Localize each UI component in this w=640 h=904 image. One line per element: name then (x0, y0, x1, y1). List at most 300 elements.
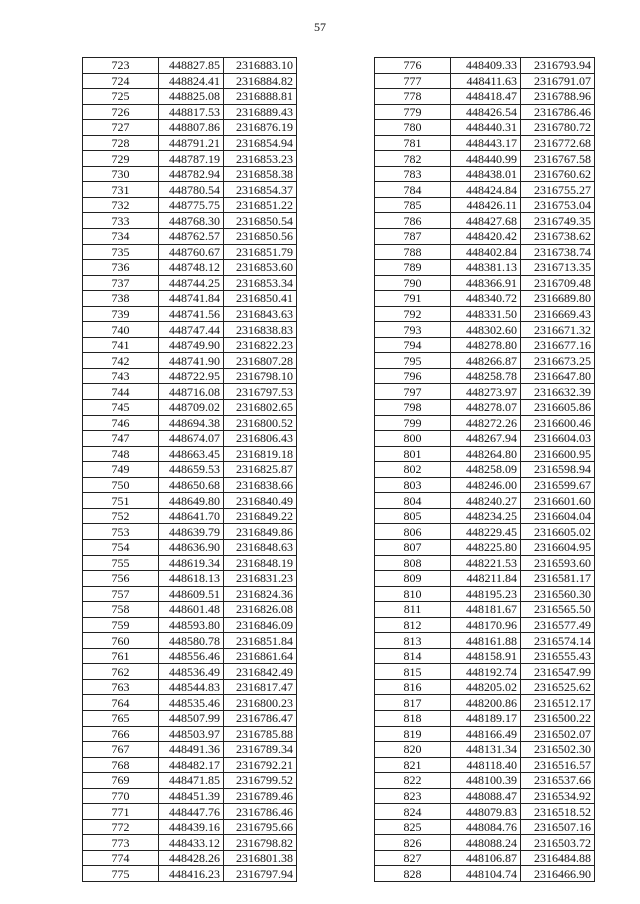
point-number-cell: 795 (375, 353, 451, 369)
table-row (375, 368, 595, 384)
y-coordinate-cell: 2316600.95 (521, 446, 595, 462)
table-row (375, 229, 595, 245)
point-number-cell: 757 (83, 586, 159, 602)
table-row (83, 555, 297, 571)
table-row (375, 804, 595, 820)
y-coordinate-cell: 2316738.74 (521, 244, 595, 260)
x-coordinate-cell: 448278.80 (451, 337, 521, 353)
x-coordinate-cell: 448749.90 (159, 337, 224, 353)
point-number-cell: 738 (83, 291, 159, 307)
point-number-cell: 773 (83, 835, 159, 851)
x-coordinate-cell: 448438.01 (451, 166, 521, 182)
point-number-cell: 804 (375, 493, 451, 509)
y-coordinate-cell: 2316760.62 (521, 166, 595, 182)
x-coordinate-cell: 448609.51 (159, 586, 224, 602)
x-coordinate-cell: 448580.78 (159, 633, 224, 649)
y-coordinate-cell: 2316671.32 (521, 322, 595, 338)
x-coordinate-cell: 448649.80 (159, 493, 224, 509)
x-coordinate-cell: 448433.12 (159, 835, 224, 851)
x-coordinate-cell: 448416.23 (159, 866, 224, 882)
x-coordinate-cell: 448264.80 (451, 446, 521, 462)
table-row (83, 446, 297, 462)
x-coordinate-cell: 448278.07 (451, 400, 521, 416)
y-coordinate-cell: 2316749.35 (521, 213, 595, 229)
table-row (375, 819, 595, 835)
x-coordinate-cell: 448619.34 (159, 555, 224, 571)
point-number-cell: 807 (375, 539, 451, 555)
point-number-cell: 766 (83, 726, 159, 742)
point-number-cell: 793 (375, 322, 451, 338)
y-coordinate-cell: 2316840.49 (224, 493, 297, 509)
y-coordinate-cell: 2316842.49 (224, 664, 297, 680)
x-coordinate-cell: 448694.38 (159, 415, 224, 431)
y-coordinate-cell: 2316822.23 (224, 337, 297, 353)
point-number-cell: 771 (83, 804, 159, 820)
x-coordinate-cell: 448170.96 (451, 617, 521, 633)
table-row (83, 415, 297, 431)
table-row (375, 773, 595, 789)
y-coordinate-cell: 2316843.63 (224, 306, 297, 322)
x-coordinate-cell: 448195.23 (451, 586, 521, 602)
point-number-cell: 727 (83, 120, 159, 136)
table-row (83, 197, 297, 213)
y-coordinate-cell: 2316854.94 (224, 135, 297, 151)
x-coordinate-cell: 448158.91 (451, 648, 521, 664)
x-coordinate-cell: 448827.85 (159, 58, 224, 74)
y-coordinate-cell: 2316601.60 (521, 493, 595, 509)
point-number-cell: 823 (375, 788, 451, 804)
y-coordinate-cell: 2316753.04 (521, 197, 595, 213)
point-number-cell: 742 (83, 353, 159, 369)
table-row (83, 788, 297, 804)
y-coordinate-cell: 2316518.52 (521, 804, 595, 820)
table-row (83, 322, 297, 338)
y-coordinate-cell: 2316851.22 (224, 197, 297, 213)
y-coordinate-cell: 2316795.66 (224, 819, 297, 835)
table-row (375, 58, 595, 74)
point-number-cell: 810 (375, 586, 451, 602)
x-coordinate-cell: 448663.45 (159, 446, 224, 462)
point-number-cell: 820 (375, 742, 451, 758)
x-coordinate-cell: 448272.26 (451, 415, 521, 431)
y-coordinate-cell: 2316851.84 (224, 633, 297, 649)
point-number-cell: 751 (83, 493, 159, 509)
x-coordinate-cell: 448418.47 (451, 89, 521, 105)
table-row (375, 213, 595, 229)
point-number-cell: 790 (375, 275, 451, 291)
table-row (375, 835, 595, 851)
x-coordinate-cell: 448331.50 (451, 306, 521, 322)
table-row (375, 508, 595, 524)
point-number-cell: 781 (375, 135, 451, 151)
x-coordinate-cell: 448491.36 (159, 742, 224, 758)
x-coordinate-cell: 448782.94 (159, 166, 224, 182)
point-number-cell: 731 (83, 182, 159, 198)
table-row (375, 695, 595, 711)
table-row (375, 602, 595, 618)
point-number-cell: 764 (83, 695, 159, 711)
table-row (83, 742, 297, 758)
x-coordinate-cell: 448205.02 (451, 679, 521, 695)
y-coordinate-cell: 2316858.38 (224, 166, 297, 182)
table-row (83, 726, 297, 742)
point-number-cell: 724 (83, 73, 159, 89)
x-coordinate-cell: 448420.42 (451, 229, 521, 245)
y-coordinate-cell: 2316789.34 (224, 742, 297, 758)
x-coordinate-cell: 448106.87 (451, 850, 521, 866)
x-coordinate-cell: 448780.54 (159, 182, 224, 198)
point-number-cell: 814 (375, 648, 451, 664)
point-number-cell: 828 (375, 866, 451, 882)
x-coordinate-cell: 448131.34 (451, 742, 521, 758)
table-row (375, 260, 595, 276)
table-row (375, 104, 595, 120)
point-number-cell: 824 (375, 804, 451, 820)
point-number-cell: 819 (375, 726, 451, 742)
table-row (83, 353, 297, 369)
x-coordinate-cell: 448741.56 (159, 306, 224, 322)
x-coordinate-cell: 448503.97 (159, 726, 224, 742)
table-row (83, 664, 297, 680)
table-row (83, 866, 297, 882)
table-row (83, 291, 297, 307)
point-number-cell: 787 (375, 229, 451, 245)
point-number-cell: 797 (375, 384, 451, 400)
x-coordinate-cell: 448161.88 (451, 633, 521, 649)
point-number-cell: 769 (83, 773, 159, 789)
y-coordinate-cell: 2316799.52 (224, 773, 297, 789)
table-row (375, 664, 595, 680)
x-coordinate-cell: 448200.86 (451, 695, 521, 711)
table-row (375, 648, 595, 664)
y-coordinate-cell: 2316825.87 (224, 462, 297, 478)
x-coordinate-cell: 448258.09 (451, 462, 521, 478)
table-row (375, 679, 595, 695)
x-coordinate-cell: 448104.74 (451, 866, 521, 882)
point-number-cell: 776 (375, 58, 451, 74)
x-coordinate-cell: 448741.84 (159, 291, 224, 307)
y-coordinate-cell: 2316861.64 (224, 648, 297, 664)
point-number-cell: 798 (375, 400, 451, 416)
y-coordinate-cell: 2316883.10 (224, 58, 297, 74)
table-row (375, 571, 595, 587)
point-number-cell: 816 (375, 679, 451, 695)
point-number-cell: 825 (375, 819, 451, 835)
x-coordinate-cell: 448189.17 (451, 710, 521, 726)
x-coordinate-cell: 448507.99 (159, 710, 224, 726)
y-coordinate-cell: 2316673.25 (521, 353, 595, 369)
x-coordinate-cell: 448760.67 (159, 244, 224, 260)
table-row (83, 384, 297, 400)
point-number-cell: 752 (83, 508, 159, 524)
table-row (375, 89, 595, 105)
table-row (375, 726, 595, 742)
x-coordinate-cell: 448716.08 (159, 384, 224, 400)
y-coordinate-cell: 2316525.62 (521, 679, 595, 695)
table-row (375, 306, 595, 322)
x-coordinate-cell: 448302.60 (451, 322, 521, 338)
table-row (375, 275, 595, 291)
x-coordinate-cell: 448088.47 (451, 788, 521, 804)
table-row (375, 135, 595, 151)
point-number-cell: 753 (83, 524, 159, 540)
y-coordinate-cell: 2316853.34 (224, 275, 297, 291)
table-row (375, 742, 595, 758)
y-coordinate-cell: 2316853.60 (224, 260, 297, 276)
y-coordinate-cell: 2316767.58 (521, 151, 595, 167)
y-coordinate-cell: 2316713.35 (521, 260, 595, 276)
point-number-cell: 789 (375, 260, 451, 276)
point-number-cell: 741 (83, 337, 159, 353)
x-coordinate-cell: 448636.90 (159, 539, 224, 555)
point-number-cell: 737 (83, 275, 159, 291)
table-row (375, 539, 595, 555)
x-coordinate-cell: 448762.57 (159, 229, 224, 245)
point-number-cell: 746 (83, 415, 159, 431)
table-row (83, 368, 297, 384)
table-row (83, 120, 297, 136)
table-row (375, 197, 595, 213)
y-coordinate-cell: 2316817.47 (224, 679, 297, 695)
y-coordinate-cell: 2316466.90 (521, 866, 595, 882)
point-number-cell: 729 (83, 151, 159, 167)
y-coordinate-cell: 2316850.56 (224, 229, 297, 245)
y-coordinate-cell: 2316888.81 (224, 89, 297, 105)
x-coordinate-cell: 448402.84 (451, 244, 521, 260)
y-coordinate-cell: 2316785.88 (224, 726, 297, 742)
x-coordinate-cell: 448618.13 (159, 571, 224, 587)
table-row (375, 788, 595, 804)
table-row (375, 182, 595, 198)
point-number-cell: 767 (83, 742, 159, 758)
y-coordinate-cell: 2316851.79 (224, 244, 297, 260)
y-coordinate-cell: 2316786.46 (521, 104, 595, 120)
table-row (375, 353, 595, 369)
y-coordinate-cell: 2316502.30 (521, 742, 595, 758)
y-coordinate-cell: 2316819.18 (224, 446, 297, 462)
x-coordinate-cell: 448100.39 (451, 773, 521, 789)
y-coordinate-cell: 2316797.94 (224, 866, 297, 882)
table-row (375, 337, 595, 353)
point-number-cell: 811 (375, 602, 451, 618)
x-coordinate-cell: 448791.21 (159, 135, 224, 151)
x-coordinate-cell: 448381.13 (451, 260, 521, 276)
table-row (375, 710, 595, 726)
y-coordinate-cell: 2316604.04 (521, 508, 595, 524)
y-coordinate-cell: 2316848.19 (224, 555, 297, 571)
point-number-cell: 730 (83, 166, 159, 182)
y-coordinate-cell: 2316889.43 (224, 104, 297, 120)
y-coordinate-cell: 2316677.16 (521, 337, 595, 353)
table-row (375, 477, 595, 493)
table-row (83, 648, 297, 664)
point-number-cell: 794 (375, 337, 451, 353)
point-number-cell: 782 (375, 151, 451, 167)
table-row (83, 508, 297, 524)
table-row (83, 275, 297, 291)
point-number-cell: 758 (83, 602, 159, 618)
y-coordinate-cell: 2316797.53 (224, 384, 297, 400)
x-coordinate-cell: 448366.91 (451, 275, 521, 291)
table-row (83, 679, 297, 695)
y-coordinate-cell: 2316598.94 (521, 462, 595, 478)
coordinates-table-left (82, 57, 297, 882)
table-row (375, 493, 595, 509)
point-number-cell: 792 (375, 306, 451, 322)
y-coordinate-cell: 2316577.49 (521, 617, 595, 633)
point-number-cell: 728 (83, 135, 159, 151)
point-number-cell: 745 (83, 400, 159, 416)
point-number-cell: 808 (375, 555, 451, 571)
y-coordinate-cell: 2316801.38 (224, 850, 297, 866)
y-coordinate-cell: 2316853.23 (224, 151, 297, 167)
x-coordinate-cell: 448211.84 (451, 571, 521, 587)
point-number-cell: 772 (83, 819, 159, 835)
y-coordinate-cell: 2316848.63 (224, 539, 297, 555)
x-coordinate-cell: 448748.12 (159, 260, 224, 276)
table-row (375, 586, 595, 602)
point-number-cell: 726 (83, 104, 159, 120)
point-number-cell: 813 (375, 633, 451, 649)
x-coordinate-cell: 448079.83 (451, 804, 521, 820)
point-number-cell: 788 (375, 244, 451, 260)
x-coordinate-cell: 448273.97 (451, 384, 521, 400)
point-number-cell: 750 (83, 477, 159, 493)
y-coordinate-cell: 2316604.03 (521, 431, 595, 447)
point-number-cell: 762 (83, 664, 159, 680)
y-coordinate-cell: 2316798.10 (224, 368, 297, 384)
point-number-cell: 768 (83, 757, 159, 773)
table-row (83, 819, 297, 835)
point-number-cell: 826 (375, 835, 451, 851)
y-coordinate-cell: 2316826.08 (224, 602, 297, 618)
table-row (83, 850, 297, 866)
table-row (83, 229, 297, 245)
x-coordinate-cell: 448234.25 (451, 508, 521, 524)
point-number-cell: 739 (83, 306, 159, 322)
y-coordinate-cell: 2316788.96 (521, 89, 595, 105)
y-coordinate-cell: 2316850.41 (224, 291, 297, 307)
point-number-cell: 780 (375, 120, 451, 136)
x-coordinate-cell: 448787.19 (159, 151, 224, 167)
point-number-cell: 735 (83, 244, 159, 260)
point-number-cell: 744 (83, 384, 159, 400)
table-row (83, 773, 297, 789)
table-row (375, 757, 595, 773)
point-number-cell: 791 (375, 291, 451, 307)
table-row (83, 524, 297, 540)
table-row (375, 850, 595, 866)
x-coordinate-cell: 448807.86 (159, 120, 224, 136)
x-coordinate-cell: 448192.74 (451, 664, 521, 680)
point-number-cell: 822 (375, 773, 451, 789)
point-number-cell: 747 (83, 431, 159, 447)
y-coordinate-cell: 2316807.28 (224, 353, 297, 369)
x-coordinate-cell: 448240.27 (451, 493, 521, 509)
table-row (375, 617, 595, 633)
table-row (375, 446, 595, 462)
point-number-cell: 779 (375, 104, 451, 120)
x-coordinate-cell: 448084.76 (451, 819, 521, 835)
table-row (83, 213, 297, 229)
y-coordinate-cell: 2316689.80 (521, 291, 595, 307)
x-coordinate-cell: 448221.53 (451, 555, 521, 571)
y-coordinate-cell: 2316806.43 (224, 431, 297, 447)
x-coordinate-cell: 448409.33 (451, 58, 521, 74)
y-coordinate-cell: 2316850.54 (224, 213, 297, 229)
x-coordinate-cell: 448118.40 (451, 757, 521, 773)
point-number-cell: 827 (375, 850, 451, 866)
table-row (375, 166, 595, 182)
point-number-cell: 770 (83, 788, 159, 804)
y-coordinate-cell: 2316798.82 (224, 835, 297, 851)
table-row (83, 757, 297, 773)
point-number-cell: 732 (83, 197, 159, 213)
x-coordinate-cell: 448443.17 (451, 135, 521, 151)
point-number-cell: 775 (83, 866, 159, 882)
x-coordinate-cell: 448593.80 (159, 617, 224, 633)
x-coordinate-cell: 448768.30 (159, 213, 224, 229)
y-coordinate-cell: 2316581.17 (521, 571, 595, 587)
table-row (375, 400, 595, 416)
point-number-cell: 800 (375, 431, 451, 447)
coordinates-table-right (374, 57, 595, 882)
x-coordinate-cell: 448447.76 (159, 804, 224, 820)
table-row (375, 151, 595, 167)
x-coordinate-cell: 448744.25 (159, 275, 224, 291)
table-row (83, 244, 297, 260)
table-row (83, 804, 297, 820)
y-coordinate-cell: 2316560.30 (521, 586, 595, 602)
y-coordinate-cell: 2316786.47 (224, 710, 297, 726)
table-row (83, 462, 297, 478)
y-coordinate-cell: 2316884.82 (224, 73, 297, 89)
y-coordinate-cell: 2316593.60 (521, 555, 595, 571)
x-coordinate-cell: 448535.46 (159, 695, 224, 711)
table-row (375, 633, 595, 649)
x-coordinate-cell: 448722.95 (159, 368, 224, 384)
table-row (83, 586, 297, 602)
y-coordinate-cell: 2316647.80 (521, 368, 595, 384)
table-row (83, 135, 297, 151)
x-coordinate-cell: 448471.85 (159, 773, 224, 789)
x-coordinate-cell: 448166.49 (451, 726, 521, 742)
y-coordinate-cell: 2316632.39 (521, 384, 595, 400)
point-number-cell: 734 (83, 229, 159, 245)
point-number-cell: 736 (83, 260, 159, 276)
point-number-cell: 763 (83, 679, 159, 695)
y-coordinate-cell: 2316838.83 (224, 322, 297, 338)
x-coordinate-cell: 448639.79 (159, 524, 224, 540)
table-row (83, 337, 297, 353)
y-coordinate-cell: 2316755.27 (521, 182, 595, 198)
x-coordinate-cell: 448817.53 (159, 104, 224, 120)
y-coordinate-cell: 2316854.37 (224, 182, 297, 198)
y-coordinate-cell: 2316791.07 (521, 73, 595, 89)
point-number-cell: 784 (375, 182, 451, 198)
x-coordinate-cell: 448426.54 (451, 104, 521, 120)
point-number-cell: 761 (83, 648, 159, 664)
point-number-cell: 799 (375, 415, 451, 431)
point-number-cell: 785 (375, 197, 451, 213)
table-row (83, 104, 297, 120)
x-coordinate-cell: 448775.75 (159, 197, 224, 213)
point-number-cell: 755 (83, 555, 159, 571)
x-coordinate-cell: 448426.11 (451, 197, 521, 213)
table-row (375, 524, 595, 540)
table-row (375, 322, 595, 338)
y-coordinate-cell: 2316800.52 (224, 415, 297, 431)
